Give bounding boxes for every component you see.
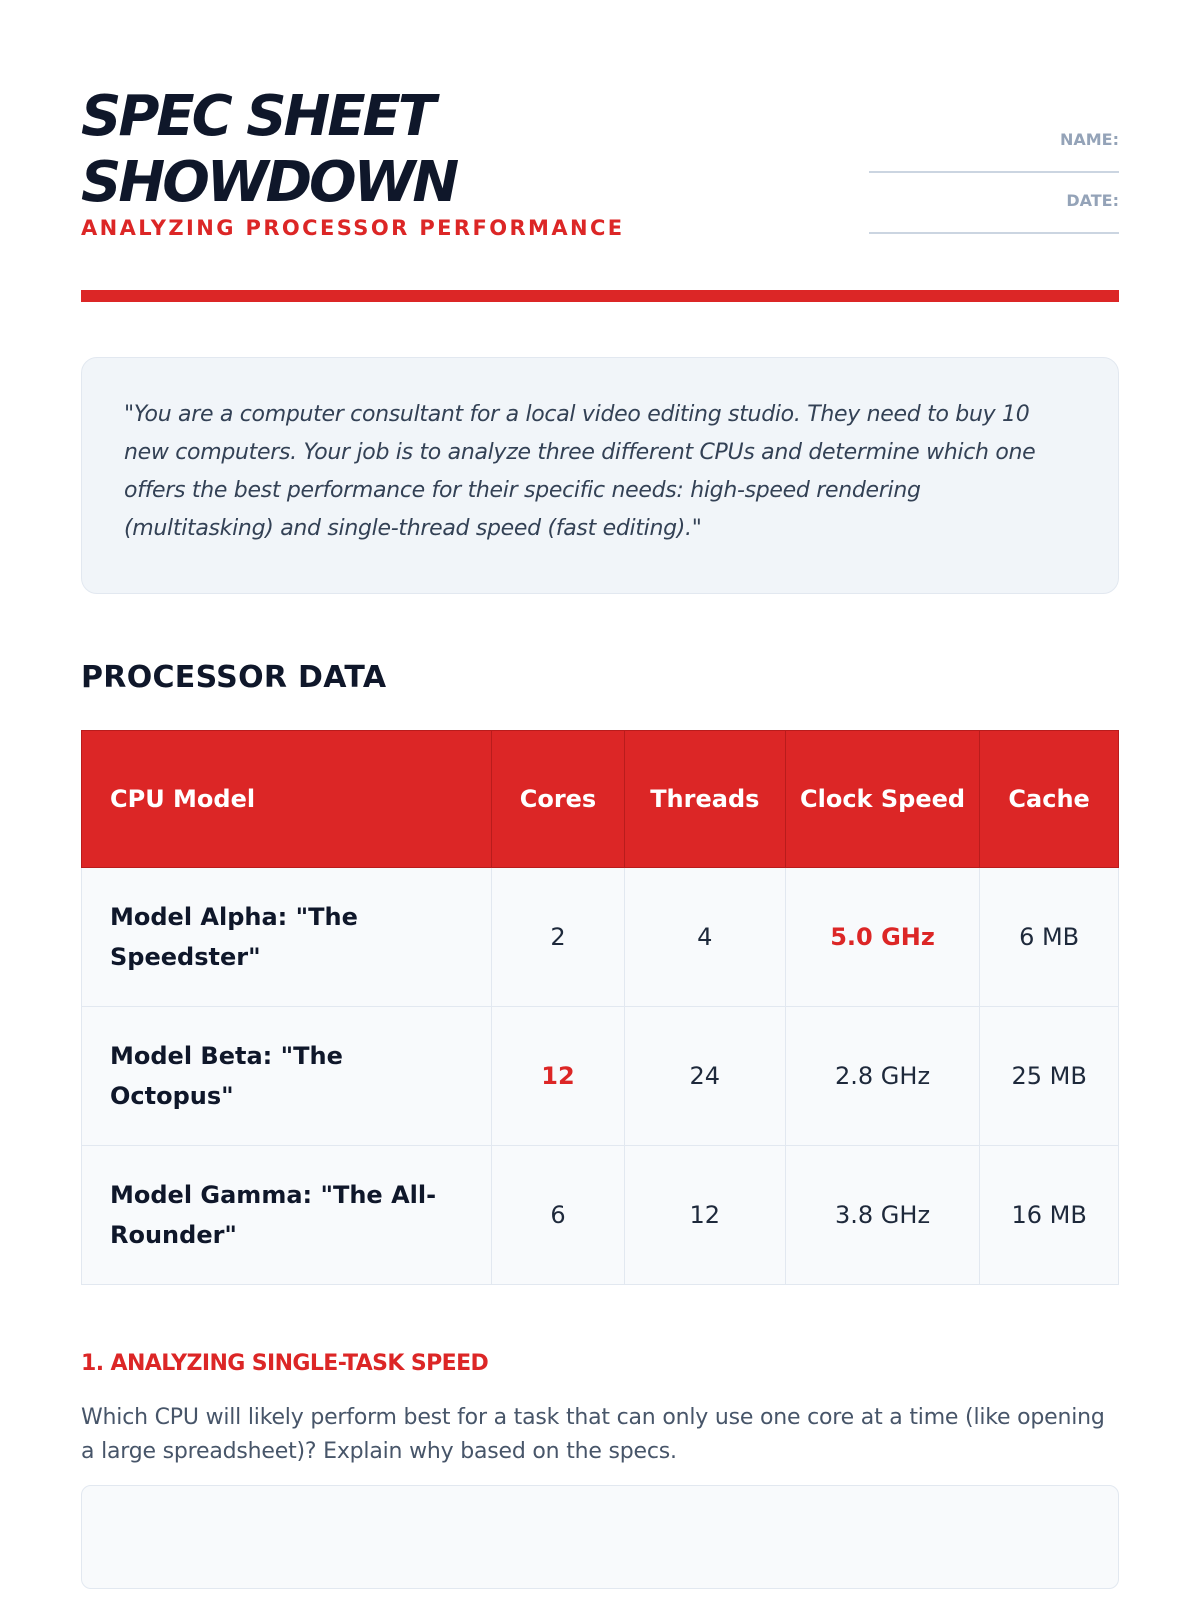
clock-speed-cell: 5.0 GHz: [785, 868, 979, 1007]
title-line-1: SPEC SHEET: [81, 84, 434, 149]
threads-cell: 24: [624, 1007, 785, 1146]
cpu-model-cell: Model Beta: "The Octopus": [82, 1007, 492, 1146]
clock-speed-cell: 3.8 GHz: [785, 1146, 979, 1285]
table-header-row: [82, 731, 1119, 868]
worksheet-title: [81, 84, 456, 216]
clock-speed-cell: 2.8 GHz: [785, 1007, 979, 1146]
cpu-model-cell: Model Gamma: "The All-Rounder": [82, 1146, 492, 1285]
column-header-threads: Threads: [624, 731, 785, 868]
table-row: [82, 1146, 1119, 1285]
student-info: [869, 130, 1119, 252]
processor-table: [81, 730, 1119, 1285]
question-1-answer-box[interactable]: [81, 1485, 1119, 1589]
cache-cell: 25 MB: [980, 1007, 1119, 1146]
table-row: [82, 868, 1119, 1007]
title-line-2: SHOWDOWN: [81, 150, 457, 215]
column-header-cache: Cache: [980, 731, 1119, 868]
worksheet-subtitle: ANALYZING PROCESSOR PERFORMANCE: [81, 216, 625, 240]
threads-cell: 12: [624, 1146, 785, 1285]
scenario-box: [81, 357, 1119, 594]
column-header-cpu-model: CPU Model: [82, 731, 492, 868]
scenario-text: "You are a computer consultant for a local video editing studio. They need to buy 10 new computers. Your job is to analyze three different CPUs and determine which one offers the best performance for their specific needs: high-speed rendering (multitasking) and single-thread speed (fast editing).": [124, 402, 1036, 541]
date-label: DATE:: [1066, 191, 1119, 210]
question-1-text: Which CPU will likely perform best for a task that can only use one core at a time (like opening a large spreadsheet)? Explain why based on the specs.: [81, 1405, 1105, 1464]
header-divider: [81, 290, 1119, 302]
cpu-model-cell: Model Alpha: "The Speedster": [82, 868, 492, 1007]
processor-data-heading: PROCESSOR DATA: [81, 660, 387, 695]
name-field[interactable]: [869, 130, 1119, 191]
cores-cell: 6: [492, 1146, 625, 1285]
table-row: [82, 1007, 1119, 1146]
worksheet-header: [81, 0, 1119, 302]
name-label: NAME:: [1059, 130, 1119, 149]
column-header-clock-speed: Clock Speed: [785, 731, 979, 868]
cache-cell: 6 MB: [980, 868, 1119, 1007]
name-line[interactable]: [869, 171, 1119, 173]
date-line[interactable]: [869, 232, 1119, 234]
cache-cell: 16 MB: [980, 1146, 1119, 1285]
cores-cell: 2: [492, 868, 625, 1007]
cores-cell: 12: [492, 1007, 625, 1146]
threads-cell: 4: [624, 868, 785, 1007]
column-header-cores: Cores: [492, 731, 625, 868]
question-1-title: 1. ANALYZING SINGLE-TASK SPEED: [81, 1351, 489, 1376]
date-field[interactable]: [869, 191, 1119, 252]
